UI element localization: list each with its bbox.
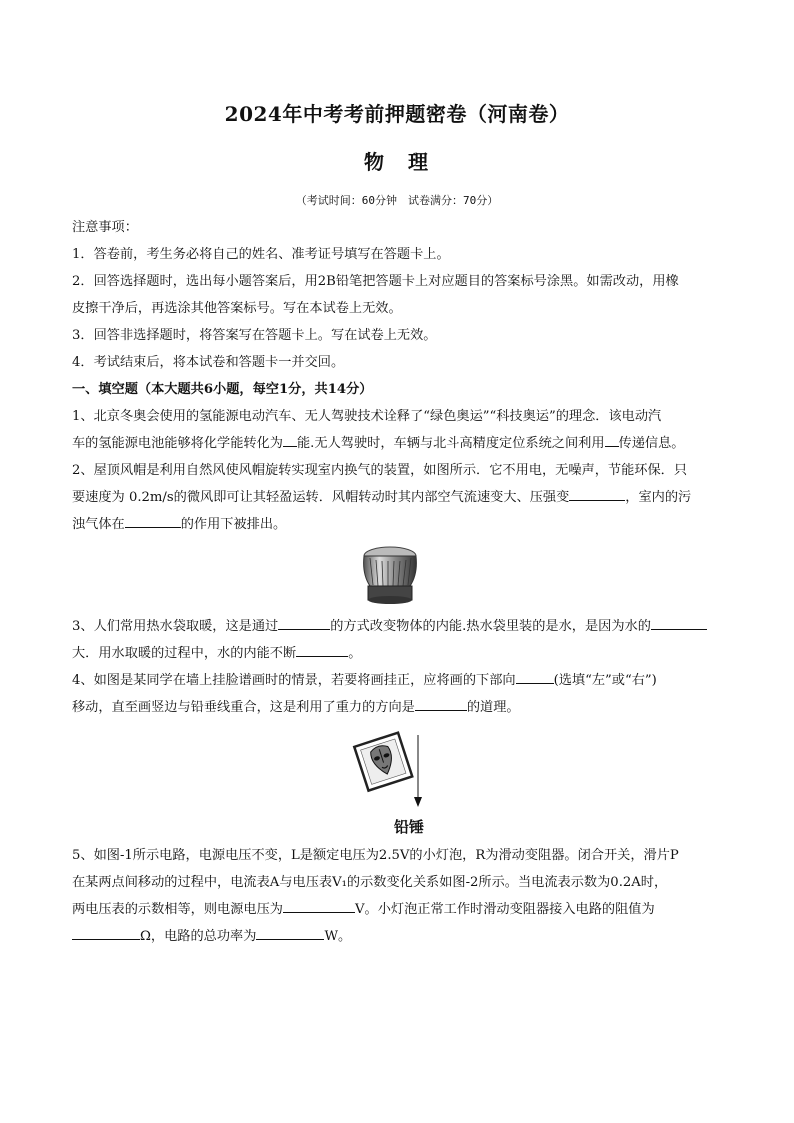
answer-blank (125, 512, 181, 528)
q5-text-b: V。小灯泡正常工作时滑动变阻器接入电路的阻值为 (355, 902, 655, 917)
answer-blank (296, 641, 348, 657)
answer-blank (516, 668, 554, 684)
notice-item-2: 2．回答选择题时，选出每小题答案后，用2B铅笔把答题卡上对应题目的答案标号涂黑。如需改动，用橡 (72, 274, 679, 289)
exam-body-q3-q4 (72, 613, 722, 721)
q1-line1: 1、北京冬奥会使用的氢能源电动汽车、无人驾驶技术诠释了“绿色奥运”“科技奥运”的理念．该电动汽 (72, 409, 662, 424)
q5-text-d: W。 (324, 929, 352, 944)
answer-blank (605, 431, 619, 447)
q2-text-b: ，室内的污 (625, 490, 692, 505)
q5-text-a: 两电压表的示数相等，则电源电压为 (72, 902, 283, 917)
q5-block (72, 842, 722, 950)
plumb-bob-label: 铅锤 (394, 818, 425, 836)
answer-blank (415, 695, 467, 711)
q4-line2 (72, 694, 722, 721)
q2-text-a: 要速度为 0.2m/s的微风即可让其轻盈运转．风帽转动时其内部空气流速变大、压强变 (72, 490, 570, 505)
q2-text-d: 的作用下被排出。 (180, 517, 287, 532)
exam-info: （考试时间：60分钟 试卷满分：70分） (295, 194, 499, 207)
notice-item-4: 4．考试结束后，将本试卷和答题卡一并交回。 (72, 355, 345, 370)
q2-line2 (72, 484, 722, 511)
q4-text-a: 4、如图是某同学在墙上挂脸谱画时的情景，若要将画挂正，应将画的下部向 (72, 673, 516, 688)
q3-line2 (72, 640, 722, 667)
answer-blank (278, 614, 330, 630)
q3-text-c: 大．用水取暖的过程中，水的内能不断 (72, 646, 297, 661)
q3-text-a: 3、人们常用热水袋取暖，这是通过 (72, 619, 279, 634)
answer-blank (283, 431, 297, 447)
q4-text-b: (选填“左”或“右”) (553, 673, 657, 688)
notice-item-1: 1．答卷前，考生务必将自己的姓名、准考证号填写在答题卡上。 (72, 247, 450, 262)
q5-line3 (72, 896, 722, 923)
q3-line1 (72, 613, 722, 640)
q5-line2: 在某两点间移动的过程中，电流表A与电压表V₁的示数变化关系如图-2所示。当电流表示数为0.2A时， (72, 875, 668, 890)
q4-text-d: 的道理。 (466, 700, 520, 715)
notice-item-3: 3．回答非选择题时，将答案写在答题卡上。写在试卷上无效。 (72, 328, 437, 343)
section-heading: 一、填空题（本大题共6小题，每空1分，共14分） (72, 382, 373, 397)
subject-title: 物 理 (364, 150, 430, 174)
q1-text-b: 能.无人驾驶时，车辆与北斗高精度定位系统之间利用 (297, 436, 605, 451)
page-title: 2024年中考考前押题密卷（河南卷） (224, 102, 570, 126)
q3-text-b: 的方式改变物体的内能.热水袋里装的是水，是因为水的 (330, 619, 651, 634)
q1-text-a: 车的氢能源电池能够将化学能转化为 (72, 436, 283, 451)
notice-item-2-cont: 皮擦干净后，再选涂其他答案标号。写在本试卷上无效。 (72, 301, 402, 316)
q3-text-d: 。 (348, 646, 362, 661)
roof-ventilator-figure (352, 544, 428, 606)
q5-line1: 5、如图-1所示电路，电源电压不变，L是额定电压为2.5V的小灯泡，R为滑动变阻器。闭合开关，滑片P (72, 848, 679, 863)
exam-body (72, 214, 722, 538)
answer-blank (569, 485, 625, 501)
q2-text-c: 浊气体在 (72, 517, 125, 532)
opera-mask-painting-figure (352, 727, 444, 811)
q4-text-c: 移动，直至画竖边与铅垂线重合，这是利用了重力的方向是 (72, 700, 415, 715)
q1-line2 (72, 430, 722, 457)
q1-text-c: 传递信息。 (618, 436, 685, 451)
q5-text-c: Ω，电路的总功率为 (140, 929, 257, 944)
answer-blank (651, 614, 707, 630)
notice-heading: 注意事项： (72, 220, 138, 235)
q5-line4 (72, 923, 722, 950)
q4-line1 (72, 667, 722, 694)
answer-blank (72, 924, 140, 940)
answer-blank (256, 924, 324, 940)
q2-line3 (72, 511, 722, 538)
q2-line1: 2、屋顶风帽是利用自然风使风帽旋转实现室内换气的装置，如图所示．它不用电，无噪声，节能环保．只 (72, 463, 688, 478)
answer-blank (283, 897, 355, 913)
